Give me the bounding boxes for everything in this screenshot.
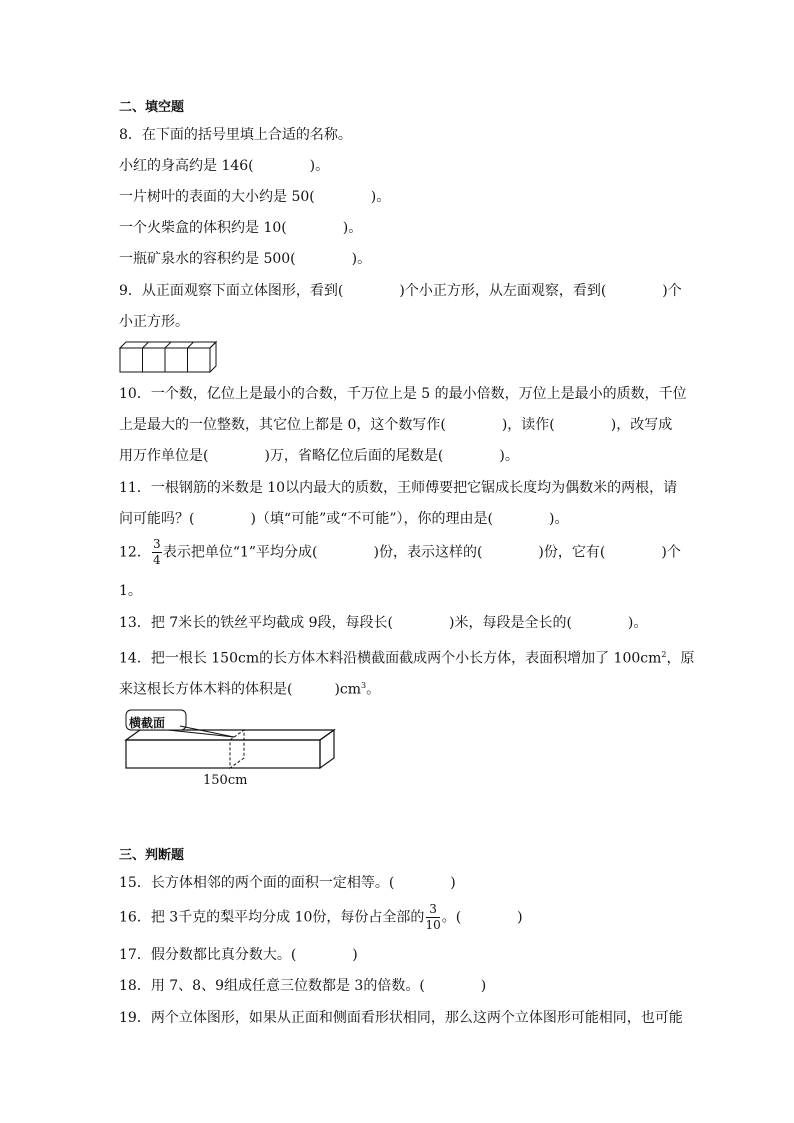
q9-cube-figure	[118, 339, 222, 373]
q14-line-1: 14．把一根长 150cm的长方体木料沿横截面截成两个小长方体，表面积增加了 $100cm^2$，原	[119, 650, 695, 667]
q12-text: 表示把单位“1”平均分成( )份，表示这样的( )份，它有( )个	[162, 544, 681, 561]
q15-text: 15．长方体相邻的两个面的面积一定相等。( )	[119, 875, 456, 891]
q13-text: 13．把 7米长的铁丝平均截成 9段，每段长( )米，每段是全长的( )。	[119, 615, 648, 631]
q19-text: 19．两个立体图形，如果从正面和侧面看形状相同，那么这两个立体图形可能相同，也可能	[119, 1010, 683, 1026]
q12-line-2: 1。	[119, 583, 142, 599]
q11-line-2: 问可能吗？( )（填“可能”或“不可能”），你的理由是( )。	[119, 511, 569, 527]
q12-line-1	[119, 538, 681, 567]
q8-item-2: 一片树叶的表面的大小约是 50( )。	[119, 189, 391, 205]
q14-line-2: 来这根长方体木料的体积是( )$cm^3$。	[119, 681, 381, 698]
q9-line-1: 9．从正面观察下面立体图形，看到( )个小正方形，从左面观察，看到( )个	[119, 283, 682, 299]
q16-fraction: $\frac{3}{10}$	[425, 902, 441, 932]
q8-item-4: 一瓶矿泉水的容积约是 500( )。	[119, 251, 372, 267]
q10-line-2: 上是最大的一位整数，其它位上都是 0，这个数写作( )，读作( )，改写成	[119, 417, 673, 433]
section-judge-title: 三、判断题	[119, 848, 185, 863]
q8-item-3: 一个火柴盒的体积约是 10( )。	[119, 220, 363, 236]
q17-text: 17．假分数都比真分数大。( )	[119, 947, 358, 963]
q10-line-1: 10．一个数，亿位上是最小的合数，千万位上是 5 的最小倍数，万位上是最小的质数，千位	[119, 386, 687, 402]
q14-callout-label: 横截面	[129, 716, 166, 730]
q11-line-1: 11．一根钢筋的米数是 10以内最大的质数，王师傅要把它锯成长度均为偶数米的两根，请	[119, 480, 678, 496]
q18-text: 18．用 7、8、9组成任意三位数都是 3的倍数。( )	[119, 978, 487, 994]
q12-number: 12．	[119, 544, 151, 561]
q12-fraction: $\frac{3}{4}$	[153, 537, 161, 567]
q8-stem: 8．在下面的括号里填上合适的名称。	[119, 127, 352, 143]
q16-line: 16．把 3千克的梨平均分成 10份，每份占全部的 $\frac{3}{10}$ 。( )	[119, 902, 523, 932]
section-fill-title: 二、填空题	[119, 100, 185, 115]
q10-line-3: 用万作单位是( )万，省略亿位后面的尾数是( )。	[119, 448, 519, 464]
q9-line-2: 小正方形。	[119, 314, 189, 330]
q8-item-1: 小红的身高约是 146( )。	[119, 158, 330, 174]
q14-length-label: 150cm	[203, 773, 248, 788]
